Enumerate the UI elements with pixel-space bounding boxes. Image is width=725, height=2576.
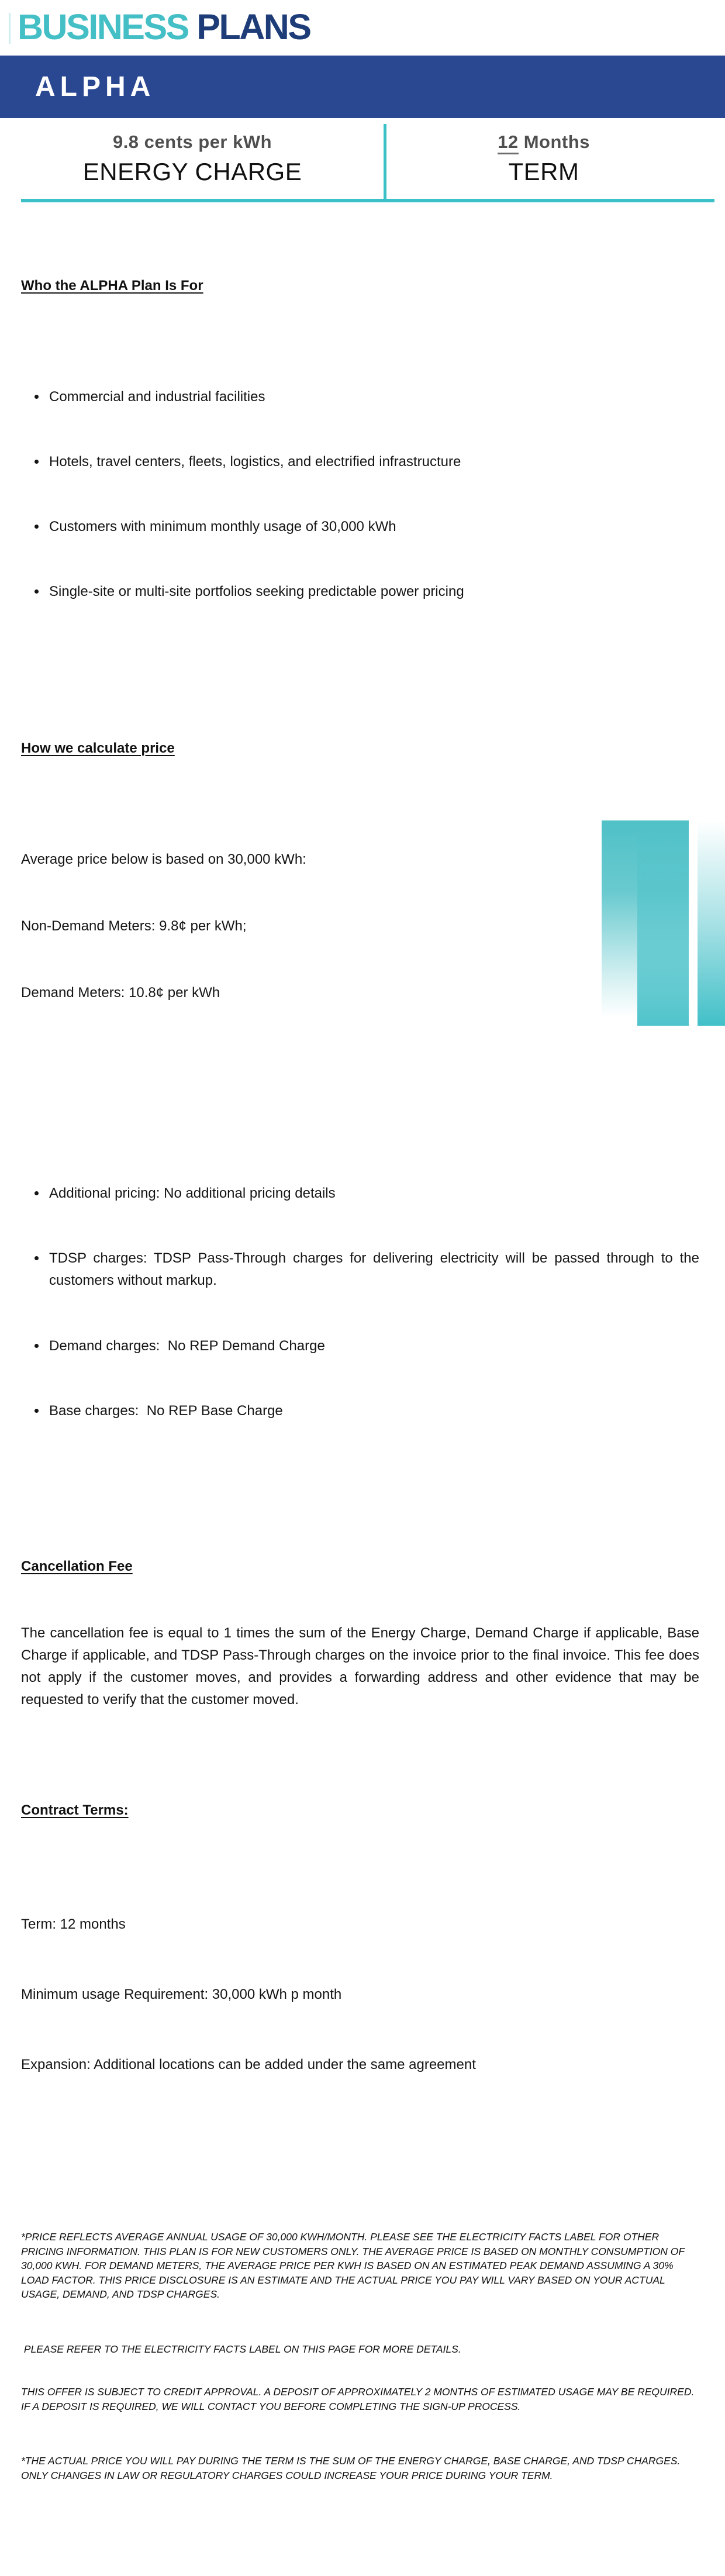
teal-accent-line bbox=[9, 13, 11, 44]
section-heading-contract: Contract Terms: bbox=[21, 1802, 129, 1818]
contract-line: Expansion: Additional locations can be added under the same agreement bbox=[21, 2057, 476, 2072]
fine-print-paragraph: THIS OFFER IS SUBJECT TO CREDIT APPROVAL. A DEPOSIT OF APPROXIMATELY 2 MONTHS OF ESTIMATED USAGE MAY BE REQUIRED. IF A DEPOSIT IS REQUIRED, WE WILL CONTACT YOU BEFORE COMPLETING THE SIGN-UP PROCESS. bbox=[21, 2386, 698, 2412]
list-item: • Additional pricing: No additional pricing details bbox=[47, 1182, 699, 1204]
fine-print bbox=[21, 2201, 699, 2511]
plan-name-banner bbox=[0, 56, 725, 118]
calc-line: Demand Meters: 10.8¢ per kWh bbox=[21, 985, 220, 1001]
energy-rate-value: 9.8 cents per kWh bbox=[112, 131, 272, 152]
calc-line: Average price below is based on 30,000 kWh: bbox=[21, 851, 306, 867]
fine-print-paragraph: *PRICE REFLECTS AVERAGE ANNUAL USAGE OF 30,000 KWH/MONTH. PLEASE SEE THE ELECTRICITY FACTS LABEL FOR OTHER PRICING INFORMATION. THIS PLAN IS FOR NEW CUSTOMERS ONLY. THE AVERAGE PRICE IS BASED ON MONTHLY CONSUMPTION OF 30,000 KWH. FOR DEMAND METERS, THE AVERAGE PRICE PER KWH IS BASED ON AN ESTIMATED PEAK DEMAND ASSUMING A 30% LOAD FACTOR. THIS PRICE DISCLOSURE IS AN ESTIMATE AND THE ACTUAL PRICE YOU PAY WILL VARY BASED ON YOUR ACTUAL USAGE, DEMAND, AND TDSP CHARGES. bbox=[21, 2231, 688, 2300]
term-column bbox=[385, 118, 725, 199]
list-item: • Commercial and industrial facilities bbox=[47, 386, 699, 408]
cancellation-paragraph: The cancellation fee is equal to 1 times the sum of the Energy Charge, Demand Charge if applicable, Base Charge if applicable, and TDSP Pass-Through charges on the invoice prior to the final invoice. This fee does not apply if the customer moves, and provides a forwarding address and other evidence that may be requested to verify that the customer moved. bbox=[21, 1625, 703, 1708]
fine-print-paragraph: PLEASE REFER TO THE ELECTRICITY FACTS LABEL ON THIS PAGE FOR MORE DETAILS. bbox=[21, 2343, 461, 2355]
section-heading-who: Who the ALPHA Plan Is For bbox=[21, 278, 203, 294]
horizontal-rule bbox=[21, 199, 714, 202]
list-item: • Base charges: No REP Base Charge bbox=[47, 1400, 699, 1422]
list-item: • TDSP charges: TDSP Pass-Through charges for delivering electricity will be passed through to the customers without markup. bbox=[47, 1247, 699, 1292]
vertical-divider bbox=[384, 124, 386, 199]
plan-name: ALPHA bbox=[35, 71, 156, 102]
list-item: • Single-site or multi-site portfolios seeking predictable power pricing bbox=[47, 581, 699, 602]
who-bullet-list bbox=[21, 343, 699, 646]
list-item: • Demand charges: No REP Demand Charge bbox=[47, 1335, 699, 1357]
brand-word-plans: PLANS bbox=[188, 7, 310, 47]
page-title bbox=[18, 7, 725, 47]
contract-lines bbox=[21, 1866, 699, 2123]
contract-line: Term: 12 months bbox=[21, 1916, 126, 1932]
calc-lines bbox=[21, 804, 699, 1049]
term-label: TERM bbox=[508, 157, 579, 185]
pricing-summary bbox=[0, 118, 725, 199]
calc-line: Non-Demand Meters: 9.8¢ per kWh; bbox=[21, 918, 247, 934]
energy-rate-label: ENERGY CHARGE bbox=[82, 157, 302, 185]
term-unit: Months bbox=[518, 131, 590, 152]
term-value bbox=[498, 132, 590, 153]
list-item: • Hotels, travel centers, fleets, logistics, and electrified infrastructure bbox=[47, 451, 699, 473]
term-number: 12 bbox=[498, 132, 518, 154]
energy-charge-column bbox=[0, 118, 385, 199]
section-heading-cancellation: Cancellation Fee bbox=[21, 1558, 133, 1574]
brand-header bbox=[0, 0, 725, 56]
fine-print-paragraph: *THE ACTUAL PRICE YOU WILL PAY DURING THE TERM IS THE SUM OF THE ENERGY CHARGE, BASE CHARGE, AND TDSP CHARGES. ONLY CHANGES IN LAW OR REGULATORY CHARGES COULD INCREASE YOUR PRICE DURING YOUR TERM. bbox=[21, 2455, 683, 2481]
pricing-bullet-list bbox=[21, 1139, 703, 1465]
contract-line: Minimum usage Requirement: 30,000 kWh p month bbox=[21, 1987, 342, 2002]
brand-word-business: BUSINESS bbox=[18, 7, 188, 47]
section-heading-calc: How we calculate price bbox=[21, 740, 175, 756]
list-item: • Customers with minimum monthly usage of 30,000 kWh bbox=[47, 516, 699, 537]
body-content bbox=[21, 212, 703, 2576]
